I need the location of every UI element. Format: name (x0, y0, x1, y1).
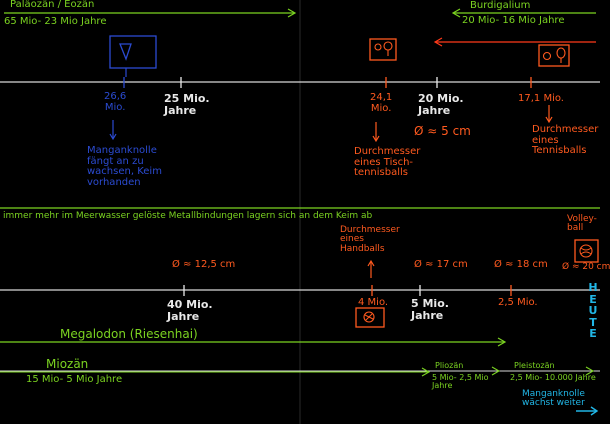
tick-label-26-6: 26,6 Mio. (104, 91, 127, 113)
diameter-18: Ø ≈ 18 cm (494, 259, 548, 270)
era-paleozaen-label: Paläozän / Eozän (10, 0, 95, 10)
volleyball-icon (575, 240, 598, 262)
diameter-20: Ø ≈ 20 cm (562, 262, 610, 272)
note-tennisball: Durchmesser eines Tennisballs (532, 124, 599, 156)
tick-label-4: 4 Mio. (358, 297, 389, 308)
diameter-17: Ø ≈ 17 cm (414, 259, 468, 270)
tick-label-2-5: 2,5 Mio. (498, 297, 538, 308)
heute-label: H E U T E (588, 281, 598, 340)
era-pleistozaen-range: 2,5 Mio- 10.000 Jahre (510, 373, 596, 382)
note-handball: Durchmesser eines Handballs (340, 225, 400, 254)
arrow-blue-down (110, 120, 116, 139)
note-manganknolle-keim: Manganknolle fängt an zu wachsen, Keim vorhanden (87, 145, 162, 188)
tick-label-25: 25 Mio. Jahre (164, 92, 210, 117)
tick-label-5: 5 Mio. Jahre (411, 297, 449, 322)
era-burdigalium-range: 20 Mio- 16 Mio Jahre (462, 15, 565, 26)
note-volleyball: Volley- ball (567, 214, 597, 234)
era-pliozaen-label: Pliozän (435, 361, 464, 370)
tick-label-20: 20 Mio. Jahre (418, 92, 464, 117)
timeline-arrow-red (435, 38, 596, 46)
handball-icon (356, 308, 384, 327)
arrow-orange-up (368, 261, 374, 278)
table-tennis-icon (370, 39, 396, 60)
tick-label-17-1: 17,1 Mio. (518, 93, 564, 104)
era-paleozaen-range: 65 Mio- 23 Mio Jahre (4, 16, 107, 27)
note-manganknolle-waechst: Manganknolle wächst weiter (522, 389, 585, 409)
statement-metallbindungen: immer mehr im Meerwasser gelöste Metallbindungen lagern sich an dem Keim ab (3, 211, 373, 221)
note-tischtennisball: Durchmesser eines Tisch- tennisballs (354, 146, 421, 178)
diameter-12-5: Ø ≈ 12,5 cm (172, 259, 236, 270)
note-diameter-5cm: Ø ≈ 5 cm (414, 124, 471, 138)
shield-icon (110, 36, 156, 77)
era-pleistozaen-label: Pleistozän (514, 361, 555, 370)
megalodon-label: Megalodon (Riesenhai) (60, 327, 198, 341)
arrow-orange-down-right (546, 105, 552, 122)
era-miozaen-range: 15 Mio- 5 Mio Jahre (26, 374, 123, 385)
era-miozaen-label: Miozän (46, 357, 89, 371)
tick-label-24-1: 24,1 Mio. (370, 92, 393, 114)
tick-label-40: 40 Mio. Jahre (167, 298, 213, 323)
arrow-orange-down (373, 122, 379, 141)
era-pliozaen-range: 5 Mio- 2,5 Mio Jahre (432, 373, 489, 391)
era-burdigalium-label: Burdigalium (470, 0, 531, 11)
tennis-ball-icon (539, 45, 569, 66)
